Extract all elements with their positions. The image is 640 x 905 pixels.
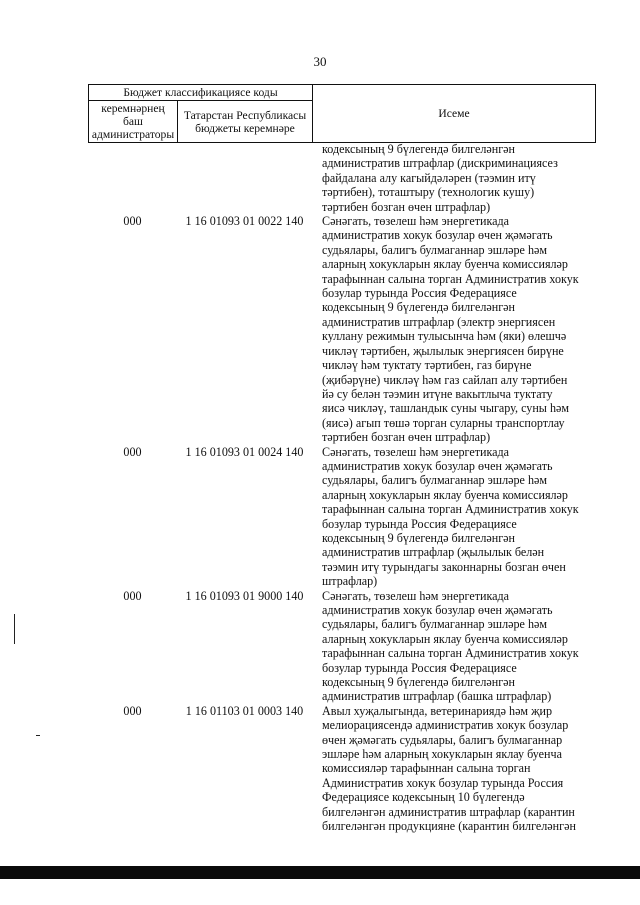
scan-bottom-bar (0, 866, 640, 879)
header-col-name: Исеме (313, 85, 596, 143)
desc-line: бозулар турында Россия Федерациясе (322, 516, 517, 531)
desc-line: судьялары, балигъ булмаганнар эшләре һәм (322, 242, 548, 257)
desc-line: чикләү тәртибен, җылылык энергиясен бирүне (322, 343, 564, 358)
page-number: 30 (313, 54, 327, 69)
desc-line: тәэмин итү турындагы законнарны бозган өчен (322, 559, 566, 574)
admin-code: 000 (123, 444, 142, 459)
budget-code: 1 16 01103 01 0003 140 (185, 703, 304, 718)
table-row (88, 704, 595, 834)
desc-line: тәртибен бозган өчен штрафлар) (322, 199, 491, 214)
desc-line: йә су белән тәэмин итүне вакытлыча туктату (322, 386, 553, 401)
budget-code: 1 16 01093 01 9000 140 (185, 588, 304, 603)
desc-line: тәртибен), тоташтыру (технологик кушу) (322, 185, 535, 200)
desc-line: комиссияләр тарафыннан салына торган (322, 761, 531, 776)
desc-line: тарафыннан салына торган Административ хокук (322, 271, 579, 286)
scan-speck (36, 735, 40, 736)
desc-line: билгеләнгән административ штрафлар (карантин (322, 804, 575, 819)
admin-code: 000 (123, 214, 142, 229)
desc-line: бозулар турында Россия Федерациясе (322, 660, 517, 675)
row-description (322, 445, 587, 589)
desc-line: Авыл хуҗалыгында, ветеринариядә һәм җир (322, 703, 552, 718)
header-col-budget: Татарстан Республикасы бюджеты керемнәре (178, 101, 313, 143)
desc-line: административ хокук бозулар өчен җәмәгать (322, 228, 553, 243)
desc-line: аларның хокукларын яклау буенча комиссияләр (322, 631, 568, 646)
desc-line: Федерациясе кодексының 10 бүлегендә (322, 790, 525, 805)
desc-line: судьялары, балигъ булмаганнар эшләре һәм (322, 617, 548, 632)
scan-margin-mark (14, 614, 15, 644)
admin-code: 000 (123, 703, 142, 718)
desc-line: кодексының 9 бүлегендә билгеләнгән (322, 300, 516, 315)
desc-line: яисә чикләү, ташландык суны чыгару, суны һәм (322, 401, 570, 416)
desc-line: тәртибен бозган өчен штрафлар) (322, 430, 491, 445)
desc-line: кодексының 9 бүлегендә билгеләнгән (322, 675, 516, 690)
desc-line: кодексының 9 бүлегендә билгеләнгән (322, 530, 516, 545)
desc-line: административ хокук бозулар өчен җәмәгать (322, 603, 553, 617)
desc-line: административ штрафлар (башка штрафлар) (322, 689, 552, 704)
desc-line: административ штрафлар (электр энергиясен (322, 314, 556, 329)
admin-code (88, 142, 177, 214)
desc-line: судьялары, балигъ булмаганнар эшләре һәм (322, 473, 548, 488)
desc-line: Административ хокук бозулар турында Россия (322, 775, 564, 790)
row-description (322, 142, 587, 214)
desc-line: (яисә) агып төшә торган суларны транспортлау (322, 415, 565, 430)
row-description (322, 704, 587, 834)
desc-line: тарафыннан салына торган Административ хокук (322, 646, 579, 661)
budget-code: 1 16 01093 01 0024 140 (185, 444, 304, 459)
desc-line: чикләү һәм туктату тәртибен, газ бирүне (322, 358, 532, 373)
desc-line: эшләре һәм аларның хокукларын яклау буенча (322, 747, 562, 762)
desc-line: Сәнәгать, төзелеш һәм энергетикада (322, 444, 510, 459)
desc-line: Сәнәгать, төзелеш һәм энергетикада (322, 588, 510, 603)
desc-line: административ хокук бозулар өчен җәмәгать (322, 458, 553, 473)
row-description (322, 589, 587, 704)
header-col-admin: керемнәрнең баш администраторы (89, 101, 178, 143)
admin-code: 000 (123, 588, 142, 603)
desc-line: бозулар турында Россия Федерациясе (322, 286, 517, 301)
budget-code (177, 142, 312, 214)
table-body (88, 142, 595, 834)
header-group-title: Бюджет классификациясе коды (89, 85, 313, 101)
desc-line: тарафыннан салына торган Административ хокук (322, 502, 579, 517)
desc-line: аларның хокукларын яклау буенча комиссияләр (322, 487, 568, 502)
desc-line: (җибәрүне) чикләү һәм газ сайлап алу тәртибен (322, 372, 568, 387)
desc-line: өчен җәмәгать судьялары, балигъ булмаганнар (322, 732, 563, 747)
desc-line: куллану режимын тулысынча һәм (яки) өлешчә (322, 329, 567, 344)
desc-line: файдалана алу кагыйдәләрен (тәэмин итү (322, 170, 536, 185)
desc-line: аларның хокукларын яклау буенча комиссияләр (322, 257, 568, 272)
table-row (88, 214, 595, 445)
table-row (88, 589, 595, 704)
desc-line: административ штрафлар (җылылык белән (322, 545, 545, 560)
budget-code: 1 16 01093 01 0022 140 (185, 214, 304, 229)
table-row (88, 142, 595, 214)
desc-line: билгеләнгән продукцияне (карантин билгеләнгән (322, 819, 576, 834)
desc-line: кодексының 9 бүлегендә билгеләнгән (322, 142, 516, 156)
table-row (88, 445, 595, 589)
desc-line: мелиорациясендә административ хокук бозулар (322, 718, 569, 733)
desc-line: Сәнәгать, төзелеш һәм энергетикада (322, 214, 510, 229)
header-table (88, 84, 596, 143)
desc-line: административ штрафлар (дискриминациясез (322, 156, 558, 171)
desc-line: штрафлар) (322, 574, 378, 589)
row-description (322, 214, 587, 445)
